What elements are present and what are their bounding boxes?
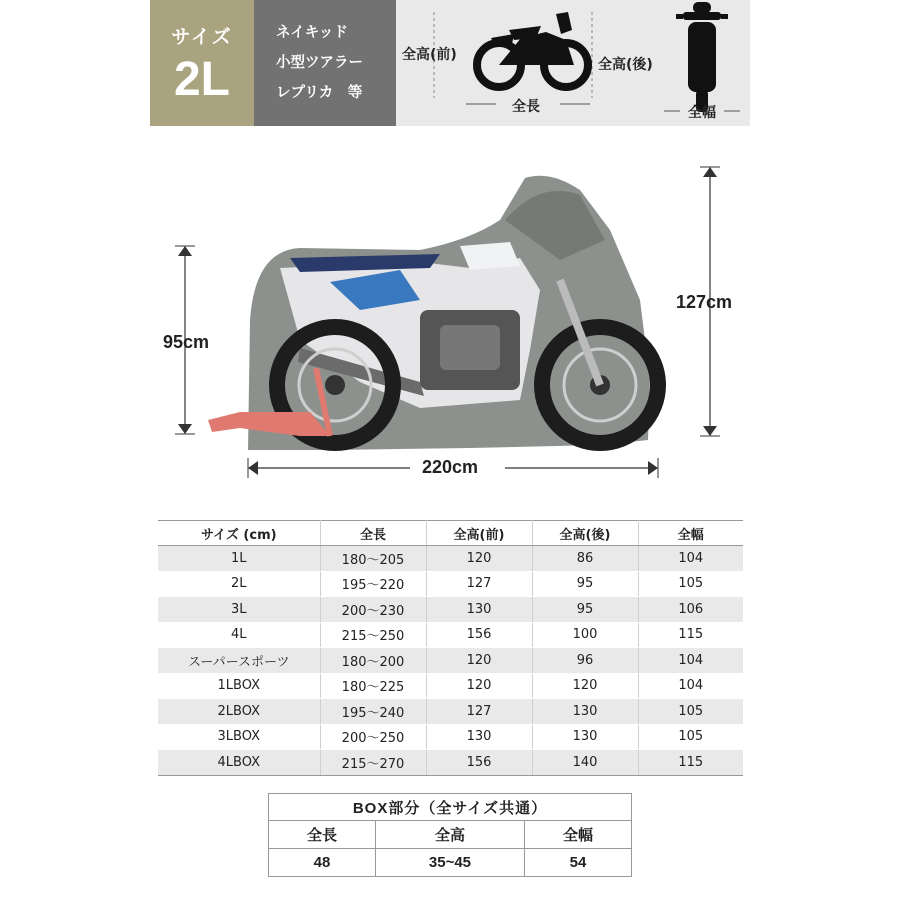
product-photo (0, 150, 900, 490)
box-column-header: 全高 (376, 821, 525, 849)
table-cell: 115 (638, 622, 743, 648)
table-row (158, 571, 743, 597)
table-cell: 195～220 (320, 571, 426, 597)
table-cell: 3LBOX (158, 724, 320, 750)
table-cell: 180～225 (320, 673, 426, 699)
height-rear-value: 127cm (676, 292, 733, 312)
bike-type: ネイキッド (276, 25, 348, 41)
box-column-header: 全長 (269, 821, 376, 849)
table-cell: 130 (426, 597, 532, 623)
table-cell: 130 (426, 724, 532, 750)
table-cell: スーパースポーツ (158, 648, 320, 674)
table-row (158, 622, 743, 648)
table-cell: 2LBOX (158, 699, 320, 725)
table-cell: 156 (426, 750, 532, 776)
column-header: 全幅 (638, 521, 743, 546)
table-cell: 127 (426, 699, 532, 725)
table-row (158, 648, 743, 674)
table-cell: 200～230 (320, 597, 426, 623)
box-value-cell: 35~45 (376, 849, 525, 877)
table-cell: 100 (532, 622, 638, 648)
bike-type: レプリカ 等 (276, 85, 363, 101)
table-cell: 3L (158, 597, 320, 623)
table-row (158, 750, 743, 776)
height-rear-label: 全高(後) (598, 57, 653, 73)
size-label: サイズ (171, 26, 233, 48)
table-cell: 4L (158, 622, 320, 648)
table-row (158, 597, 743, 623)
table-cell: 4LBOX (158, 750, 320, 776)
table-cell: 130 (532, 724, 638, 750)
table-cell: 120 (426, 648, 532, 674)
table-cell: 120 (426, 673, 532, 699)
bike-types-panel (254, 0, 396, 126)
table-cell: 115 (638, 750, 743, 776)
box-column-header: 全幅 (524, 821, 631, 849)
table-cell: 105 (638, 724, 743, 750)
table-cell: 1LBOX (158, 673, 320, 699)
bike-type: 小型ツアラー (276, 55, 363, 71)
table-cell: 195～240 (320, 699, 426, 725)
length-value: 220cm (422, 457, 479, 477)
table-cell: 180～205 (320, 546, 426, 572)
table-cell: 215～270 (320, 750, 426, 776)
table-cell: 104 (638, 546, 743, 572)
table-row (158, 673, 743, 699)
length-label: 全長 (512, 99, 540, 115)
table-cell: 120 (532, 673, 638, 699)
column-header: サイズ (cm) (158, 521, 320, 546)
box-value-cell: 54 (524, 849, 631, 877)
column-header: 全高(前) (426, 521, 532, 546)
table-cell: 200～250 (320, 724, 426, 750)
height-front-value: 95cm (163, 332, 210, 352)
table-cell: 156 (426, 622, 532, 648)
table-cell: 105 (638, 699, 743, 725)
table-cell: 1L (158, 546, 320, 572)
table-header-row (158, 521, 743, 546)
size-value: 2L (173, 53, 230, 106)
height-front-label: 全高(前) (402, 47, 457, 63)
table-cell: 140 (532, 750, 638, 776)
box-table-caption: BOX部分（全サイズ共通） (269, 794, 632, 821)
table-cell: 120 (426, 546, 532, 572)
table-cell: 180～200 (320, 648, 426, 674)
table-cell: 130 (532, 699, 638, 725)
covered-motorcycle-image (0, 150, 900, 490)
table-cell: 127 (426, 571, 532, 597)
column-header: 全長 (320, 521, 426, 546)
table-cell: 104 (638, 673, 743, 699)
width-label: 全幅 (688, 105, 716, 121)
size-panel (150, 0, 254, 126)
table-row (158, 699, 743, 725)
dimension-diagram (396, 0, 750, 126)
table-cell: 106 (638, 597, 743, 623)
table-cell: 95 (532, 597, 638, 623)
table-cell: 86 (532, 546, 638, 572)
table-row (158, 546, 743, 572)
table-cell: 215～250 (320, 622, 426, 648)
table-row (158, 724, 743, 750)
table-cell: 95 (532, 571, 638, 597)
box-spec-table (268, 793, 632, 877)
table-cell: 2L (158, 571, 320, 597)
size-spec-table (158, 520, 743, 776)
table-cell: 96 (532, 648, 638, 674)
box-value-cell: 48 (269, 849, 376, 877)
table-cell: 104 (638, 648, 743, 674)
column-header: 全高(後) (532, 521, 638, 546)
table-cell: 105 (638, 571, 743, 597)
